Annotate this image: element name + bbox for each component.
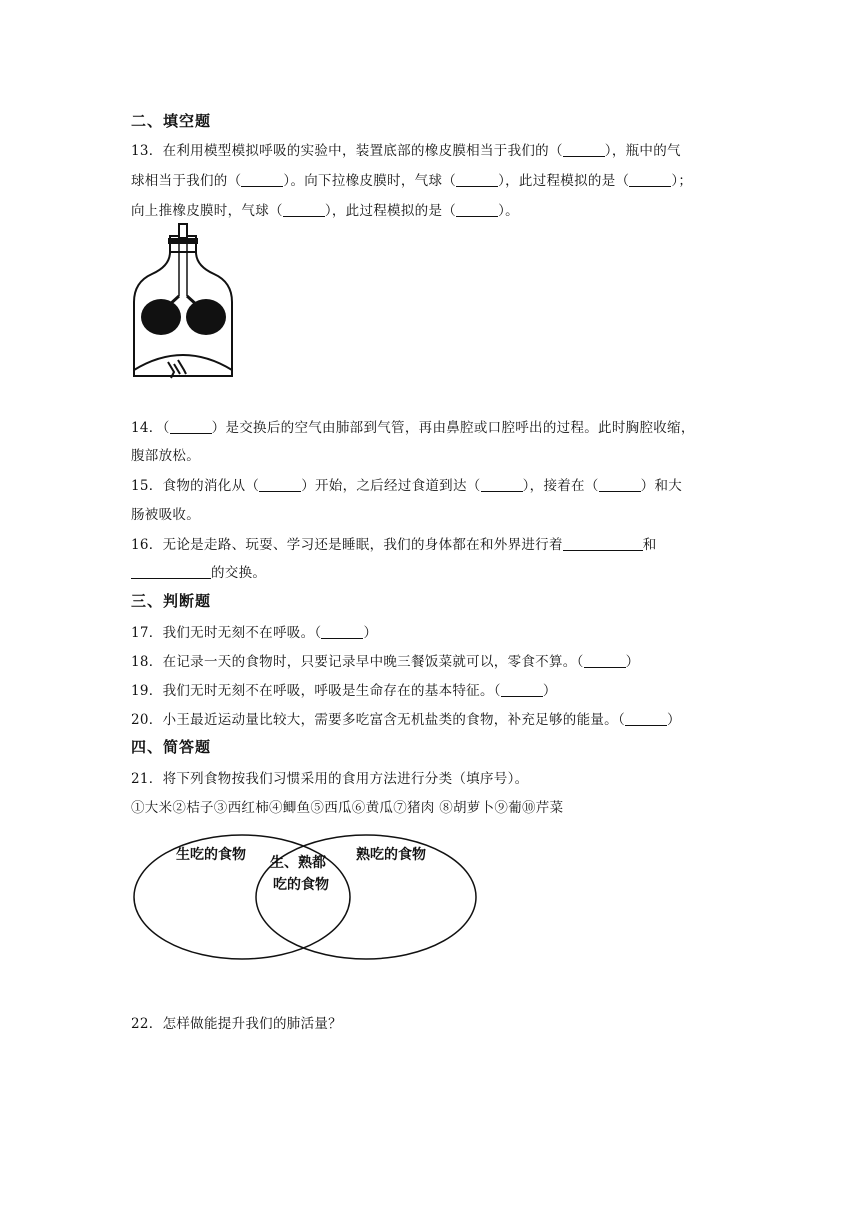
answer-blank[interactable]: [584, 654, 626, 669]
answer-blank[interactable]: [481, 478, 523, 493]
q15-text: ）开始，之后经过食道到达（: [301, 478, 481, 494]
q22-line: 22．怎样做能提升我们的肺活量？: [131, 1016, 342, 1032]
q17-text: ）: [363, 625, 378, 641]
q13-text: ），瓶中的气: [604, 143, 681, 159]
q14-text: ）是交换后的空气由肺部到气管，再由鼻腔或口腔呼出的过程。此时胸腔收缩，: [211, 420, 695, 436]
q19-text: 19．我们无时无刻不在呼吸，呼吸是生命存在的基本特征。（: [131, 683, 501, 699]
q13-text: 球相当于我们的（: [131, 173, 242, 189]
q20-text: 20．小王最近运动量比较大，需要多吃富含无机盐类的食物，补充足够的能量。（: [131, 712, 626, 728]
q13-line1: [131, 139, 681, 159]
q13-text: ），此过程模拟的是（: [498, 173, 630, 189]
q18-text: ）: [625, 654, 640, 670]
right-balloon: [186, 299, 226, 335]
q21-line2: ①大米②桔子③西红柿④鲫鱼⑤西瓜⑥黄瓜⑦猪肉 ⑧胡萝卜⑨葡⑩芹菜: [131, 800, 564, 816]
section-judge-heading: 三、判断题: [131, 592, 212, 610]
q15-text: ），接着在（: [522, 478, 599, 494]
q15-line1: [131, 474, 682, 494]
answer-blank[interactable]: [625, 712, 667, 727]
q19-line: [131, 679, 557, 699]
q15-text: 15．食物的消化从（: [131, 478, 260, 494]
q13-text: ），此过程模拟的是（: [324, 203, 457, 219]
section-fill-heading: 二、填空题: [131, 112, 212, 130]
answer-blank[interactable]: [456, 173, 498, 188]
q13-text: ）。: [498, 203, 519, 219]
q16-line1: [131, 533, 657, 553]
q15-text: ）和大: [640, 478, 683, 494]
answer-blank[interactable]: [629, 173, 671, 188]
q16-text: 16．无论是走路、玩耍、学习还是睡眠，我们的身体都在和外界进行着: [131, 537, 563, 553]
q21-line1: 21．将下列食物按我们习惯采用的食用方法进行分类（填序号）。: [131, 771, 529, 787]
q13-text: 13．在利用模型模拟呼吸的实验中，装置底部的橡皮膜相当于我们的（: [131, 143, 563, 159]
q17-line: [131, 621, 377, 641]
q14-text: 14．（: [131, 420, 170, 436]
answer-blank[interactable]: [501, 683, 543, 698]
answer-blank[interactable]: [283, 203, 325, 218]
answer-blank[interactable]: [563, 537, 643, 552]
q20-line: [131, 708, 681, 728]
q17-text: 17．我们无时无刻不在呼吸。（: [131, 625, 322, 641]
venn-diagram: [128, 830, 488, 965]
q13-line3: [131, 199, 519, 219]
venn-middle-label-top: 生、熟都: [270, 855, 326, 871]
answer-blank[interactable]: [456, 203, 498, 218]
q14-line2: 腹部放松。: [131, 448, 200, 464]
venn-right-label: 熟吃的食物: [356, 847, 426, 863]
q16-text: 的交换。: [211, 565, 267, 581]
section-short-heading: 四、简答题: [131, 738, 212, 756]
q18-text: 18．在记录一天的食物时，只要记录早中晚三餐饭菜就可以，零食不算。（: [131, 654, 584, 670]
q13-text: ）。向下拉橡皮膜时，气球（: [283, 173, 457, 189]
answer-blank[interactable]: [131, 565, 211, 580]
answer-blank[interactable]: [321, 625, 363, 640]
answer-blank[interactable]: [599, 478, 641, 493]
tube-top: [179, 224, 187, 238]
lung-model-diagram: [128, 222, 240, 384]
q16-text: 和: [642, 537, 657, 553]
q13-text: 向上推橡皮膜时，气球（: [131, 203, 283, 219]
q16-line2: [131, 561, 266, 581]
q20-text: ）: [667, 712, 681, 728]
venn-left-label: 生吃的食物: [176, 847, 246, 863]
answer-blank[interactable]: [563, 143, 605, 158]
q19-text: ）: [542, 683, 557, 699]
stopper-band: [168, 238, 198, 244]
left-balloon: [141, 299, 181, 335]
q15-line2: 肠被吸收。: [131, 507, 200, 523]
venn-middle-label-bottom: 吃的食物: [273, 877, 329, 893]
answer-blank[interactable]: [170, 420, 212, 435]
answer-blank[interactable]: [241, 173, 283, 188]
q13-text: ）；: [671, 173, 693, 189]
answer-blank[interactable]: [259, 478, 301, 493]
q18-line: [131, 650, 639, 670]
q13-line2: [131, 169, 692, 189]
q14-line1: [131, 416, 695, 436]
